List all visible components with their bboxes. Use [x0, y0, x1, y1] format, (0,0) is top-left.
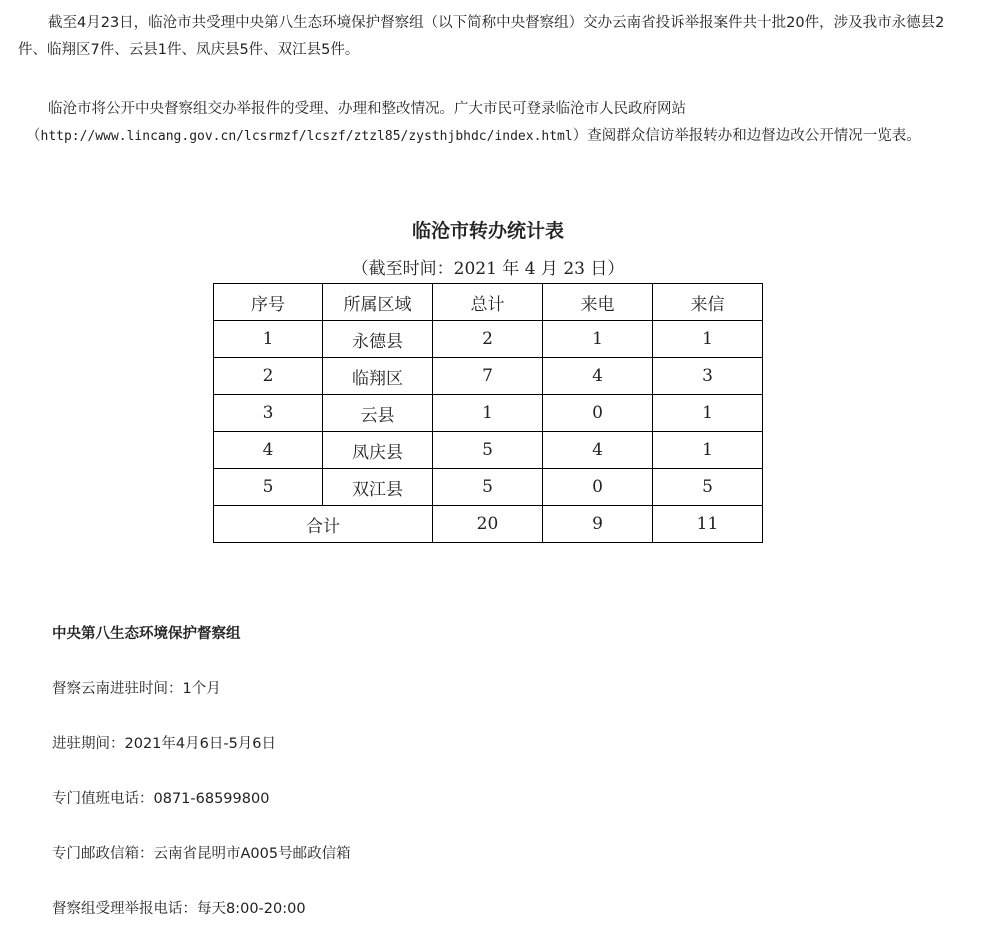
table-row: [214, 395, 763, 432]
cell-phone: 4: [543, 358, 653, 395]
table-row: [214, 321, 763, 358]
intro-paragraph-2: [18, 96, 964, 150]
table-subtitle: （截至时间：2021 年 4 月 23 日）: [351, 259, 625, 279]
cell-letter: 1: [653, 321, 763, 358]
cell-phone: 0: [543, 395, 653, 432]
table-header-row: [214, 284, 763, 321]
inspection-duration: 督察云南进驻时间：1个月: [52, 681, 221, 697]
inspection-period: 进驻期间：2021年4月6日-5月6日: [52, 736, 277, 752]
cell-phone: 1: [543, 321, 653, 358]
table-row: [214, 358, 763, 395]
inspection-group-title: 中央第八生态环境保护督察组: [52, 626, 241, 642]
cell-region: 双江县: [323, 469, 433, 506]
header-region: 所属区域: [323, 284, 433, 321]
total-sum: 20: [433, 506, 543, 543]
cell-total: 5: [433, 432, 543, 469]
header-letter: 来信: [653, 284, 763, 321]
url-open-paren: （: [26, 128, 41, 144]
cell-phone: 0: [543, 469, 653, 506]
cell-region: 云县: [323, 395, 433, 432]
cell-index: 5: [214, 469, 323, 506]
table-row: [214, 432, 763, 469]
cell-total: 7: [433, 358, 543, 395]
table-row: [214, 469, 763, 506]
table-total-row: [214, 506, 763, 543]
postal-mailbox: 专门邮政信箱：云南省昆明市A005号邮政信箱: [52, 846, 351, 862]
report-hours: 督察组受理举报电话：每天8:00-20:00: [52, 901, 306, 917]
intro-paragraph-2-line-2: [18, 123, 964, 150]
cell-total: 2: [433, 321, 543, 358]
header-total: 总计: [433, 284, 543, 321]
duty-phone: 专门值班电话：0871-68599800: [52, 791, 270, 807]
statistics-table: [213, 283, 763, 543]
total-letter: 11: [653, 506, 763, 543]
intro-paragraph-2-line-1: 临沧市将公开中央督察组交办举报件的受理、办理和整改情况。广大市民可登录临沧市人民政府网站: [48, 101, 686, 117]
table-title: 临沧市转办统计表: [411, 220, 564, 242]
url-close-text: ）查阅群众信访举报转办和边督边改公开情况一览表。: [572, 128, 921, 144]
cell-letter: 3: [653, 358, 763, 395]
intro-paragraph-1: 截至4月23日，临沧市共受理中央第八生态环境保护督察组（以下简称中央督察组）交办云南省投诉举报案件共十批20件，涉及我市永德县2件、临翔区7件、云县1件、凤庆县5件、双江县5件。: [18, 15, 945, 58]
total-phone: 9: [543, 506, 653, 543]
cell-letter: 1: [653, 432, 763, 469]
cell-letter: 1: [653, 395, 763, 432]
cell-letter: 5: [653, 469, 763, 506]
cell-total: 5: [433, 469, 543, 506]
cell-region: 临翔区: [323, 358, 433, 395]
header-phone: 来电: [543, 284, 653, 321]
header-index: 序号: [214, 284, 323, 321]
cell-index: 2: [214, 358, 323, 395]
cell-total: 1: [433, 395, 543, 432]
website-url[interactable]: http://www.lincang.gov.cn/lcsrmzf/lcszf/ztzl85/zysthjbhdc/index.html: [40, 129, 573, 144]
total-label: 合计: [214, 506, 433, 543]
cell-index: 1: [214, 321, 323, 358]
cell-phone: 4: [543, 432, 653, 469]
cell-region: 永德县: [323, 321, 433, 358]
cell-index: 3: [214, 395, 323, 432]
cell-index: 4: [214, 432, 323, 469]
cell-region: 凤庆县: [323, 432, 433, 469]
